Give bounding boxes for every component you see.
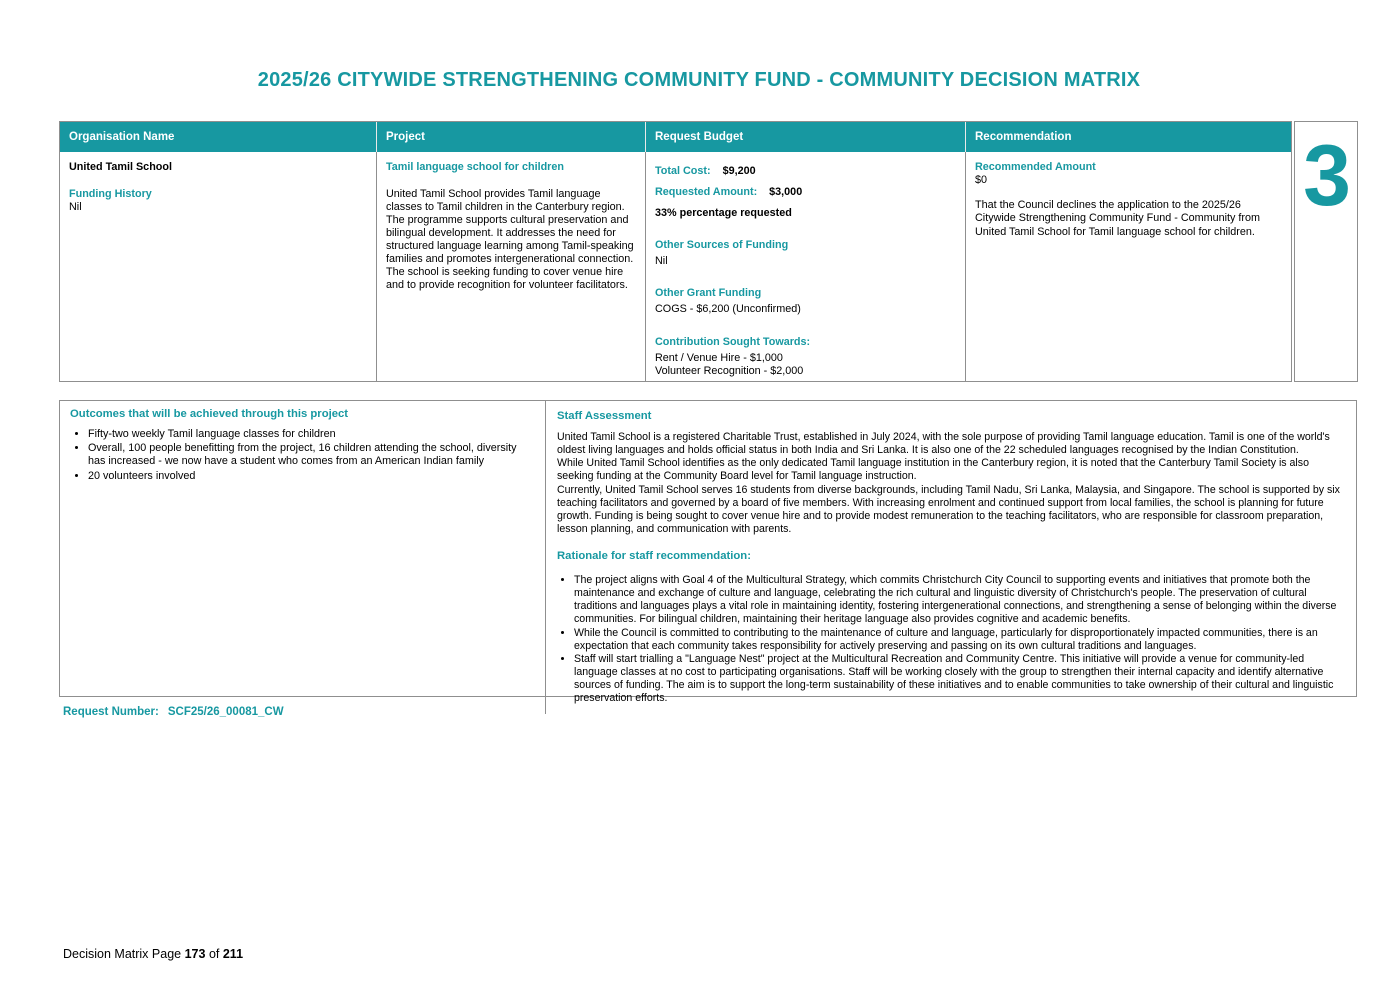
request-number-value: SCF25/26_00081_CW — [167, 706, 284, 718]
percentage-requested: 33% percentage requested — [655, 206, 792, 219]
page-footer — [63, 947, 243, 961]
column-header-recommendation: Recommendation — [965, 122, 1291, 152]
requested-amount-value: $3,000 — [769, 185, 803, 198]
organisation-cell — [60, 152, 376, 381]
staff-assessment-paragraphs — [557, 431, 1345, 536]
other-sources-label: Other Sources of Funding — [655, 238, 789, 251]
organisation-name: United Tamil School — [69, 161, 172, 173]
request-number-label: Request Number: — [63, 706, 159, 718]
funding-history-label: Funding History — [69, 187, 152, 200]
recommendation-cell — [965, 152, 1291, 381]
column-header-request-budget: Request Budget — [645, 122, 965, 152]
column-header-project: Project — [376, 122, 645, 152]
total-cost-value: $9,200 — [722, 165, 756, 177]
outcomes-assessment-table — [59, 400, 1357, 705]
request-number — [63, 706, 284, 718]
recommendation-text: That the Council declines the application to the 2025/26 Citywide Strengthening Community Fund - Community from United Tamil School for Tamil language school for children. — [975, 198, 1261, 238]
rationale-item: • The project aligns with Goal 4 of the Multicultural Strategy, which commits Christchurch City Council to supporting events and initiatives that promote both the maintenance and exchange of culture and language, celebrating the rich cultural and linguistic diversity of Christchurch's people. The preservation of cultural traditions and languages plays a vital role in maintaining identity, fostering intergenerational connections, and strengthening a sense of belonging within the diverse communities. For bilingual children, maintaining their heritage language also provides cognitive and academic benefits. — [574, 574, 1345, 627]
funding-history-value: Nil — [69, 200, 82, 213]
recommended-amount-label: Recommended Amount — [975, 161, 1096, 173]
outcome-item: • Fifty-two weekly Tamil language classes for children — [88, 428, 535, 441]
total-cost-label: Total Cost: — [655, 165, 711, 177]
rationale-heading: Rationale for staff recommendation: — [557, 550, 751, 562]
other-sources-value: Nil — [655, 254, 668, 267]
contribution-items — [655, 352, 956, 379]
footer-of: of — [208, 947, 220, 961]
rationale-item: • Staff will start trialling a "Language Nest" project at the Multicultural Recreation and Community Centre. This initiative will provide a venue for community-led language classes at no cost to participating organisations. Staff will be working closely with the group to strengthen their internal capacity and identify alternative sources of funding. The aim is to support the long-term sustainability of these initiatives and to enable communities to take ownership of their cultural and linguistic preservation efforts. — [574, 653, 1345, 706]
request-budget-cell — [645, 152, 965, 381]
footer-total-pages: 211 — [222, 947, 244, 961]
rationale-item: • While the Council is committed to contributing to the maintenance of culture and language, particularly for disproportionately impacted communities, there is an expectation that each community takes responsibility for actively preserving and passing on its own cultural traditions and languages. — [574, 627, 1345, 653]
footer-page-number: 173 — [184, 947, 206, 961]
contribution-sought-label: Contribution Sought Towards: — [655, 335, 811, 348]
project-title: Tamil language school for children — [386, 161, 564, 173]
outcomes-heading: Outcomes that will be achieved through this project — [70, 408, 349, 420]
project-description: United Tamil School provides Tamil language classes to Tamil children in the Canterbury region. The programme supports cultural preservation and bilingual development. It addresses the need for structured language learning among Tamil-speaking families and promotes intergenerational connection. The school is seeking funding to cover venue hire and to provide recognition for volunteer facilitators. — [386, 187, 634, 291]
project-cell — [376, 152, 645, 381]
staff-assessment-panel — [546, 401, 1356, 714]
outcomes-list — [70, 428, 535, 483]
other-grant-label: Other Grant Funding — [655, 287, 762, 300]
priority-number: 3 — [1303, 128, 1349, 224]
other-grant-value: COGS - $6,200 (Unconfirmed) — [655, 303, 801, 316]
staff-assessment-heading: Staff Assessment — [557, 410, 652, 422]
column-header-organisation: Organisation Name — [60, 122, 376, 152]
outcome-item: • Overall, 100 people benefitting from the project, 16 children attending the school, diversity has increased - we now have a student who comes from an American Indian family — [88, 442, 535, 468]
decision-matrix-table — [59, 121, 1292, 382]
requested-amount-label: Requested Amount: — [655, 185, 758, 198]
outcomes-panel — [60, 401, 546, 714]
rationale-list — [557, 574, 1345, 705]
contribution-item: Rent / Venue Hire - $1,000 — [655, 351, 783, 364]
recommended-amount-value: $0 — [975, 173, 988, 186]
assessment-paragraph: Currently, United Tamil School serves 16 students from diverse backgrounds, including Tamil Nadu, Sri Lanka, Malaysia, and Singapore. The school is supported by six teaching facilitators and governed by a board of five members. With increasing enrolment and continued support from local families, the school is planning for future growth. Funding is being sought to cover venue hire and to provide modest remuneration to the teaching facilitators, who are responsible for classroom preparation, lesson planning, and communication with parents. — [557, 483, 1340, 535]
assessment-paragraph: While United Tamil School identifies as the only dedicated Tamil language institution in the Canterbury region, it is noted that the Canterbury Tamil Society is also seeking funding at the Community Board level for Tamil language instruction. — [557, 457, 1309, 483]
page-title: 2025/26 CITYWIDE STRENGTHENING COMMUNITY FUND - COMMUNITY DECISION MATRIX — [257, 69, 1141, 91]
footer-prefix: Decision Matrix Page — [63, 947, 182, 961]
outcome-item: • 20 volunteers involved — [88, 470, 535, 483]
assessment-paragraph: United Tamil School is a registered Charitable Trust, established in July 2024, with the sole purpose of providing Tamil language education. Tamil is one of the world's oldest living languages and holds official status in both India and Sri Lanka. It is also one of the 22 scheduled languages recognised by the Indian Constitution. — [557, 431, 1330, 457]
contribution-item: Volunteer Recognition - $2,000 — [655, 365, 804, 378]
priority-number-box — [1294, 121, 1358, 382]
